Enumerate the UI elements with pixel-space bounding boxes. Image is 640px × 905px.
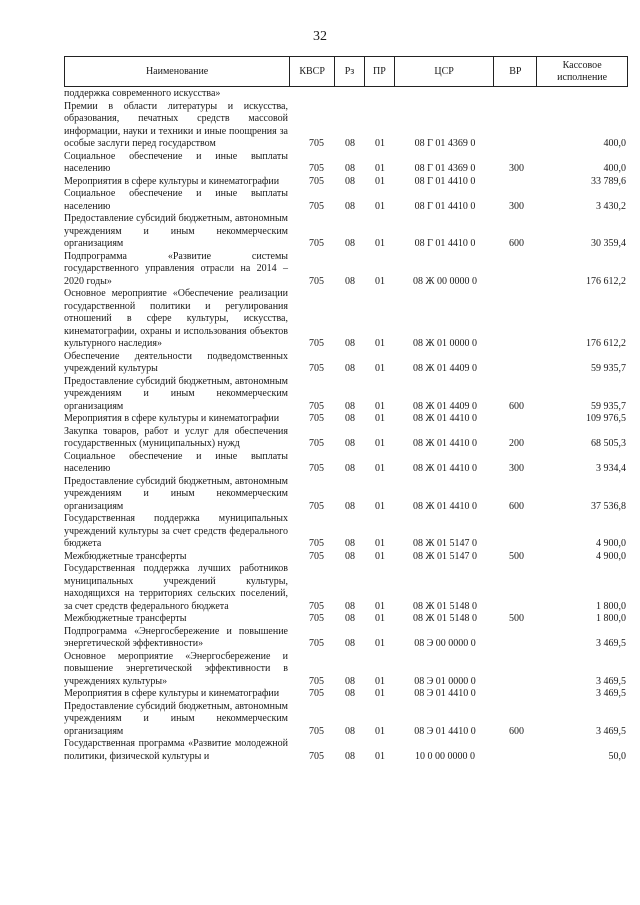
row-vr: 200 [509, 438, 524, 449]
row-csr: 08 Ж 01 5147 0 [413, 538, 477, 549]
row-sum: 400,0 [603, 138, 626, 149]
table-row [64, 688, 634, 701]
table-row [64, 251, 634, 289]
row-pr: 01 [375, 438, 385, 449]
row-csr: 08 Ж 01 5148 0 [413, 600, 477, 612]
row-name: Государственная программа «Развитие молодежной политики, физической культуры и [64, 738, 288, 762]
header-name: Наименование [65, 57, 290, 86]
row-pr: 01 [375, 163, 385, 174]
row-rz: 08 [345, 613, 355, 624]
row-csr: 08 Г 01 4410 0 [414, 238, 476, 249]
row-vr: 300 [509, 163, 524, 174]
row-kvsr: 705 [309, 138, 324, 149]
table-row [64, 626, 634, 651]
row-kvsr: 705 [309, 363, 324, 374]
row-rz: 08 [345, 600, 355, 612]
row-name: Мероприятия в сфере культуры и кинематографии [64, 688, 280, 699]
row-kvsr: 705 [309, 550, 324, 562]
row-rz: 08 [345, 200, 355, 212]
row-kvsr: 705 [309, 600, 324, 612]
row-pr: 01 [375, 400, 385, 412]
table-row [64, 476, 634, 514]
table-body [64, 88, 634, 763]
row-csr: 08 Ж 01 5148 0 [413, 613, 477, 624]
table-row [64, 101, 634, 151]
row-sum: 30 359,4 [591, 238, 626, 249]
row-rz: 08 [345, 175, 355, 187]
row-pr: 01 [375, 138, 385, 149]
row-rz: 08 [345, 638, 355, 649]
row-rz: 08 [345, 338, 355, 349]
row-rz: 08 [345, 238, 355, 249]
row-sum: 109 976,5 [586, 413, 626, 424]
row-csr: 08 Э 01 4410 0 [414, 725, 476, 737]
row-sum: 3 934,4 [596, 463, 626, 474]
table-row [64, 351, 634, 376]
row-name: Социальное обеспечение и иные выплаты населению [64, 188, 288, 212]
row-kvsr: 705 [309, 538, 324, 549]
row-kvsr: 705 [309, 175, 324, 187]
row-csr: 08 Ж 00 0000 0 [413, 275, 477, 287]
row-vr: 600 [509, 500, 524, 512]
table-row [64, 288, 634, 351]
row-kvsr: 705 [309, 638, 324, 649]
header-rz: Рз [335, 57, 365, 86]
row-kvsr: 705 [309, 438, 324, 449]
table-row [64, 213, 634, 251]
row-csr: 08 Ж 01 4410 0 [413, 500, 477, 512]
row-rz: 08 [345, 413, 355, 424]
table-row [64, 88, 634, 101]
row-sum: 33 789,6 [591, 175, 626, 187]
table-row [64, 426, 634, 451]
row-name: Мероприятия в сфере культуры и кинематографии [64, 413, 280, 424]
row-pr: 01 [375, 538, 385, 549]
row-pr: 01 [375, 200, 385, 212]
row-vr: 600 [509, 725, 524, 737]
table-row [64, 188, 634, 213]
row-name: Основное мероприятие «Энергосбережение и повышение энергетической эффективности в учреждениях культуры» [64, 650, 288, 687]
row-kvsr: 705 [309, 400, 324, 412]
row-name: Подпрограмма «Энергосбережение и повышение энергетической эффективности» [64, 625, 288, 649]
row-sum: 3 430,2 [596, 200, 626, 212]
row-pr: 01 [375, 638, 385, 649]
row-kvsr: 705 [309, 675, 324, 687]
row-rz: 08 [345, 163, 355, 174]
row-vr: 600 [509, 238, 524, 249]
table-row [64, 413, 634, 426]
row-kvsr: 705 [309, 200, 324, 212]
row-sum: 68 505,3 [591, 438, 626, 449]
row-kvsr: 705 [309, 338, 324, 349]
row-sum: 3 469,5 [596, 638, 626, 649]
header-kvsr: КВСР [290, 57, 335, 86]
row-rz: 08 [345, 363, 355, 374]
row-kvsr: 705 [309, 725, 324, 737]
row-kvsr: 705 [309, 750, 324, 762]
table-row [64, 738, 634, 763]
table-row [64, 151, 634, 176]
table-row [64, 176, 634, 189]
row-name: Предоставление субсидий бюджетным, автономным учреждениям и иным некоммерческим организациям [64, 213, 288, 249]
row-name: Государственная поддержка муниципальных учреждений культуры за счет средств федерального бюджета [64, 513, 288, 549]
table-row [64, 551, 634, 564]
row-name: Межбюджетные трансферты [64, 550, 187, 562]
row-rz: 08 [345, 438, 355, 449]
row-vr: 300 [509, 463, 524, 474]
row-pr: 01 [375, 500, 385, 512]
page-number: 32 [313, 29, 327, 44]
table-row [64, 651, 634, 689]
row-sum: 4 900,0 [596, 538, 626, 549]
row-name: Премии в области литературы и искусства, образования, печатных средств массовой информации, науки и техники и иные поощрения за особые заслуги перед государством [64, 100, 288, 149]
header-pr: ПР [365, 57, 395, 86]
row-kvsr: 705 [309, 275, 324, 287]
row-csr: 08 Э 00 0000 0 [414, 638, 476, 649]
row-csr: 08 Ж 01 4409 0 [413, 363, 477, 374]
header-csr: ЦСР [395, 57, 495, 86]
row-name: Государственная поддержка лучших работников муниципальных учреждений культуры, находящихся на территориях сельских поселений, за счет средств федерального бюджета [64, 563, 288, 612]
row-pr: 01 [375, 413, 385, 424]
row-csr: 08 Г 01 4410 0 [414, 200, 476, 212]
row-rz: 08 [345, 538, 355, 549]
row-kvsr: 705 [309, 613, 324, 624]
row-rz: 08 [345, 550, 355, 562]
table-row [64, 376, 634, 414]
table-row [64, 451, 634, 476]
row-name: Предоставление субсидий бюджетным, автономным учреждениям и иным некоммерческим организациям [64, 700, 288, 737]
row-csr: 08 Г 01 4369 0 [414, 138, 476, 149]
row-name: поддержка современного искусства» [64, 88, 221, 99]
row-sum: 176 612,2 [586, 338, 626, 349]
row-vr: 500 [509, 613, 524, 624]
row-csr: 08 Ж 01 4410 0 [413, 413, 477, 424]
row-name: Обеспечение деятельности подведомственных учреждений культуры [64, 350, 288, 374]
header-sum: Кассовое исполнение [557, 59, 608, 83]
row-pr: 01 [375, 613, 385, 624]
row-pr: 01 [375, 175, 385, 187]
row-kvsr: 705 [309, 163, 324, 174]
row-vr: 600 [509, 400, 524, 412]
row-sum: 3 469,5 [596, 675, 626, 687]
row-rz: 08 [345, 675, 355, 687]
row-pr: 01 [375, 675, 385, 687]
row-csr: 08 Ж 01 5147 0 [413, 550, 477, 562]
table-header [64, 56, 628, 87]
row-sum: 37 536,8 [591, 500, 626, 512]
row-vr: 500 [509, 550, 524, 562]
table-row [64, 513, 634, 551]
row-csr: 08 Ж 01 4410 0 [413, 438, 477, 449]
row-name: Социальное обеспечение и иные выплаты населению [64, 150, 288, 174]
row-sum: 4 900,0 [596, 550, 626, 562]
row-name: Мероприятия в сфере культуры и кинематографии [64, 175, 280, 187]
row-kvsr: 705 [309, 688, 324, 699]
row-name: Основное мероприятие «Обеспечение реализации государственной политики и регулирования отношений в сфере культуры, искусства, кинематографии, охраны и использования объектов культурного наследия» [64, 288, 288, 349]
row-pr: 01 [375, 275, 385, 287]
row-kvsr: 705 [309, 238, 324, 249]
row-rz: 08 [345, 725, 355, 737]
row-sum: 59 935,7 [591, 400, 626, 412]
row-sum: 3 469,5 [596, 725, 626, 737]
row-sum: 400,0 [603, 163, 626, 174]
row-sum: 50,0 [608, 750, 626, 762]
row-name: Подпрограмма «Развитие системы государственного управления отрасли на 2014 – 2020 годы» [64, 250, 288, 287]
row-pr: 01 [375, 725, 385, 737]
row-name: Предоставление субсидий бюджетным, автономным учреждениям и иным некоммерческим организациям [64, 375, 288, 412]
row-pr: 01 [375, 550, 385, 562]
header-vr: ВР [494, 57, 537, 86]
row-name: Социальное обеспечение и иные выплаты населению [64, 450, 288, 474]
row-pr: 01 [375, 688, 385, 699]
row-csr: 10 0 00 0000 0 [415, 750, 475, 762]
row-csr: 08 Э 01 4410 0 [414, 688, 476, 699]
row-rz: 08 [345, 400, 355, 412]
row-csr: 08 Э 01 0000 0 [414, 675, 476, 687]
row-sum: 1 800,0 [596, 613, 626, 624]
row-sum: 59 935,7 [591, 363, 626, 374]
row-rz: 08 [345, 275, 355, 287]
table-row [64, 701, 634, 739]
row-csr: 08 Ж 01 4409 0 [413, 400, 477, 412]
row-vr: 300 [509, 200, 524, 212]
row-kvsr: 705 [309, 413, 324, 424]
row-pr: 01 [375, 238, 385, 249]
row-rz: 08 [345, 688, 355, 699]
row-pr: 01 [375, 363, 385, 374]
row-pr: 01 [375, 463, 385, 474]
row-name: Предоставление субсидий бюджетным, автономным учреждениям и иным некоммерческим организациям [64, 475, 288, 512]
row-csr: 08 Ж 01 4410 0 [413, 463, 477, 474]
table-row [64, 613, 634, 626]
row-pr: 01 [375, 338, 385, 349]
row-rz: 08 [345, 750, 355, 762]
row-pr: 01 [375, 600, 385, 612]
row-kvsr: 705 [309, 463, 324, 474]
table-row [64, 563, 634, 613]
row-sum: 1 800,0 [596, 600, 626, 612]
row-pr: 01 [375, 750, 385, 762]
row-rz: 08 [345, 500, 355, 512]
row-csr: 08 Г 01 4369 0 [414, 163, 476, 174]
row-name: Межбюджетные трансферты [64, 613, 187, 624]
row-rz: 08 [345, 138, 355, 149]
row-kvsr: 705 [309, 500, 324, 512]
row-csr: 08 Г 01 4410 0 [414, 175, 476, 187]
row-csr: 08 Ж 01 0000 0 [413, 338, 477, 349]
row-sum: 176 612,2 [586, 275, 626, 287]
row-name: Закупка товаров, работ и услуг для обеспечения государственных (муниципальных) нужд [64, 425, 288, 449]
row-sum: 3 469,5 [596, 688, 626, 699]
row-rz: 08 [345, 463, 355, 474]
